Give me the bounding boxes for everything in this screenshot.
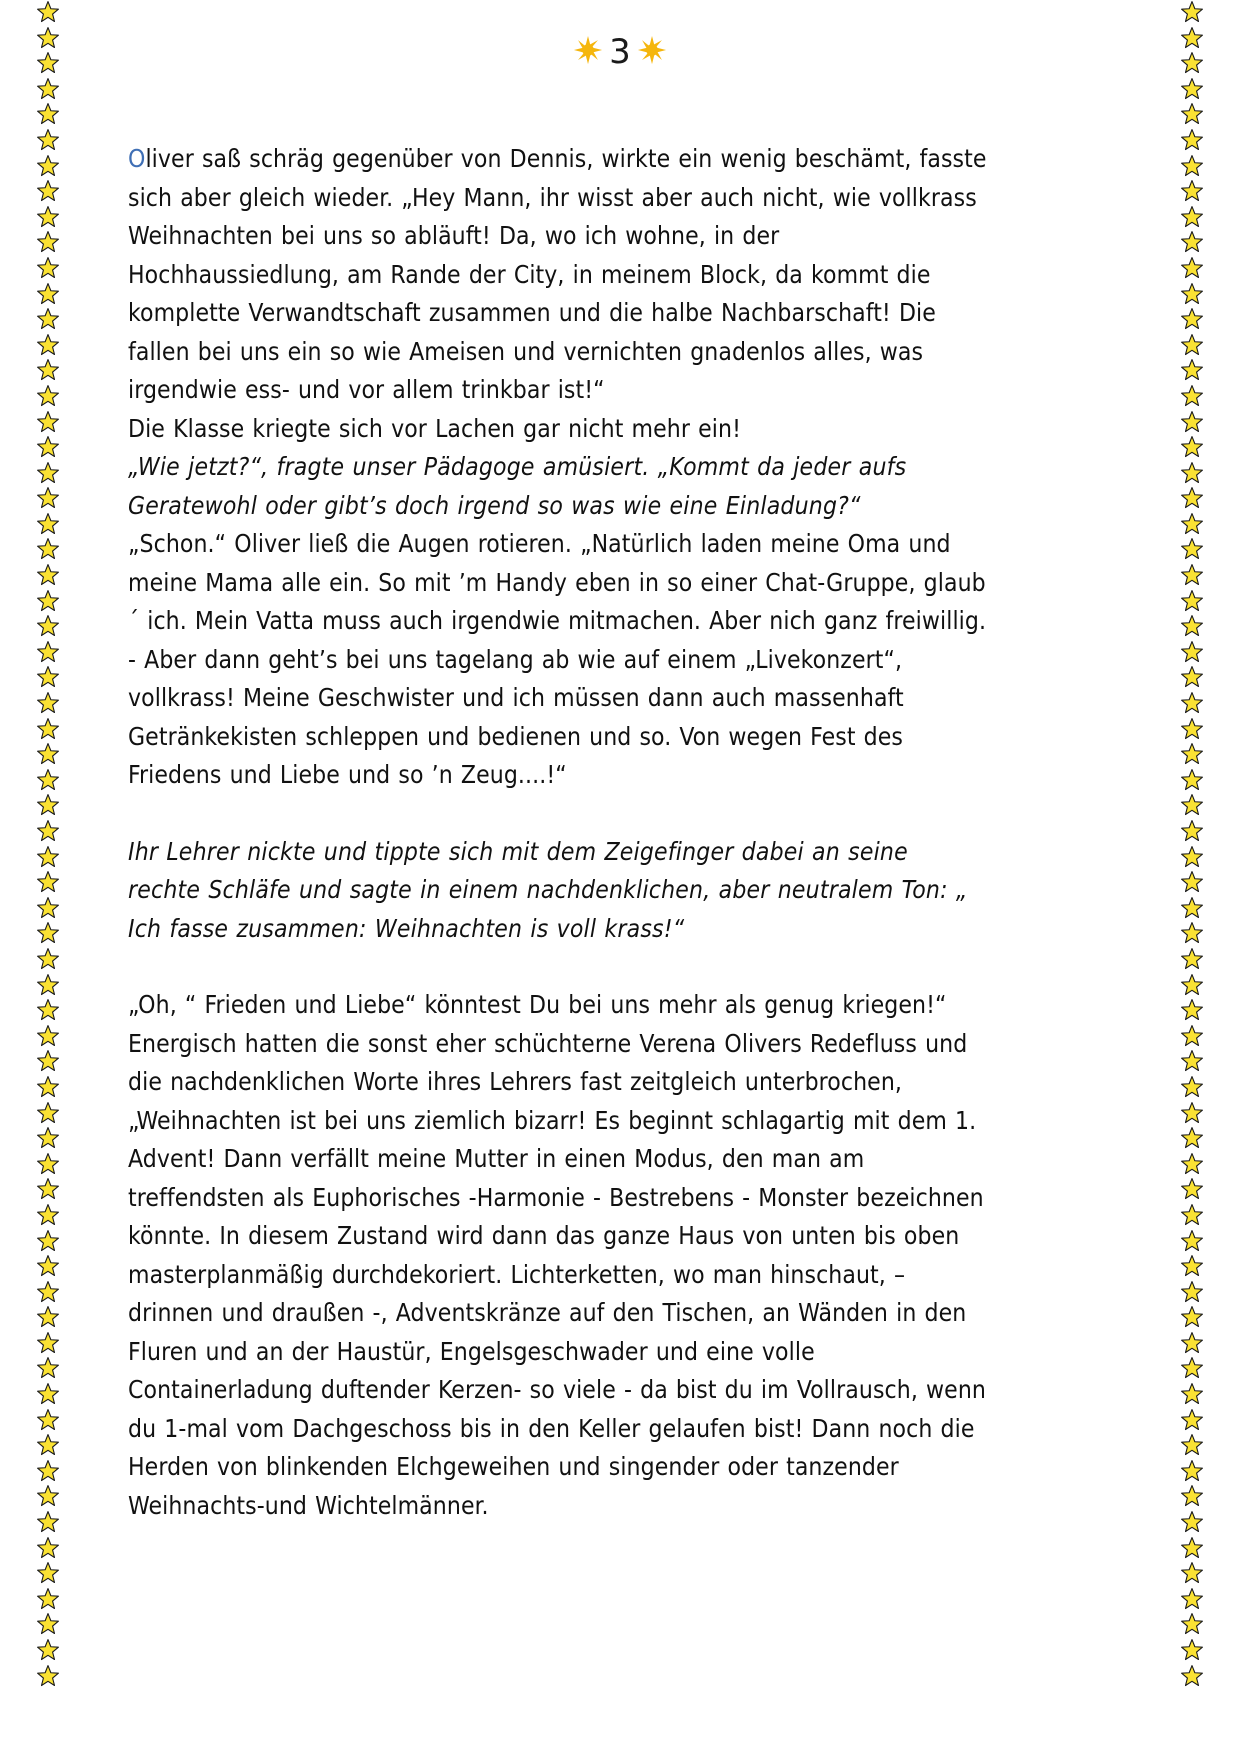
star-icon [36, 1561, 60, 1584]
star-icon [36, 793, 60, 816]
star-icon [1180, 1177, 1204, 1200]
paragraph-text: „Wie jetzt?“, fragte unser Pädagoge amüsiert. „Kommt da jeder aufs Geratewohl oder gibt’s doch irgend so was wie eine Einladung?“ [128, 452, 907, 520]
story-text-body [128, 140, 988, 1525]
star-icon [1180, 333, 1204, 356]
page-number: 3 [609, 32, 631, 72]
star-icon [36, 1664, 60, 1687]
star-icon [36, 1433, 60, 1456]
star-icon [1180, 691, 1204, 714]
star-icon [1180, 0, 1204, 23]
star-icon [1180, 384, 1204, 407]
star-icon [1180, 1049, 1204, 1072]
star-icon [1180, 1408, 1204, 1431]
star-icon [36, 921, 60, 944]
star-icon [1180, 793, 1204, 816]
star-icon [36, 333, 60, 356]
star-icon [1180, 1024, 1204, 1047]
star-icon [1180, 589, 1204, 612]
star-icon [36, 1484, 60, 1507]
star-icon [1180, 102, 1204, 125]
page-header [0, 24, 1240, 80]
star-icon [36, 128, 60, 151]
dropcap-letter: O [128, 144, 146, 173]
star-icon [1180, 1536, 1204, 1559]
star-icon [36, 973, 60, 996]
star-icon [1180, 870, 1204, 893]
star-icon [1180, 1612, 1204, 1635]
star-icon [36, 1305, 60, 1328]
star-icon [1180, 819, 1204, 842]
star-icon [36, 1331, 60, 1354]
star-icon [36, 461, 60, 484]
star-icon [1180, 1305, 1204, 1328]
story-paragraph-verena [128, 986, 988, 1525]
star-icon [1180, 512, 1204, 535]
star-icon [36, 1101, 60, 1124]
star-icon [1180, 1254, 1204, 1277]
story-paragraph-teacher-question [128, 448, 988, 525]
star-icon [1180, 179, 1204, 202]
star-icon [1180, 947, 1204, 970]
story-paragraph [128, 410, 988, 449]
star-icon [36, 154, 60, 177]
star-icon [36, 512, 60, 535]
star-icon [1180, 486, 1204, 509]
star-icon [36, 819, 60, 842]
star-icon [1180, 640, 1204, 663]
star-icon [1180, 845, 1204, 868]
star-icon [36, 486, 60, 509]
star-icon [36, 998, 60, 1021]
star-icon [36, 691, 60, 714]
star-icon [1180, 1459, 1204, 1482]
star-icon [36, 1459, 60, 1482]
star-icon [1180, 1484, 1204, 1507]
star-icon [36, 717, 60, 740]
star-icon [36, 742, 60, 765]
star-icon [1180, 1152, 1204, 1175]
star-icon [1180, 77, 1204, 100]
star-icon [1180, 205, 1204, 228]
star-icon [1180, 973, 1204, 996]
star-icon [1180, 461, 1204, 484]
star-icon [36, 307, 60, 330]
star-icon [1180, 1126, 1204, 1149]
paragraph-text: liver saß schräg gegenüber von Dennis, wirkte ein wenig beschämt, fasste sich aber gleich wieder. „Hey Mann, ihr wisst aber auch nicht, wie vollkrass Weihnachten bei uns so abläuft! Da, wo ich wohne, in der Hochhaussiedlung, am Rande der City, in meinem Block, da kommt die komplette Verwandtschaft zusammen und die halbe Nachbarschaft! Die fallen bei uns ein so wie Ameisen und vernichten gnadenlos alles, was irgendwie ess- und vor allem trinkbar ist!“ [128, 144, 987, 404]
star-icon [36, 1024, 60, 1047]
star-icon [1180, 717, 1204, 740]
star-icon [1180, 1229, 1204, 1252]
left-star-border [28, 0, 68, 1753]
star-icon [36, 77, 60, 100]
star-icon [36, 1203, 60, 1226]
star-icon [36, 1356, 60, 1379]
paragraph-text: „Oh, “ Frieden und Liebe“ könntest Du bei uns mehr als genug kriegen!“ Energisch hatten die sonst eher schüchterne Verena Olivers Redefluss und die nachdenklichen Worte ihres Lehrers fast zeitgleich unterbrochen, „Weihnachten ist bei uns ziemlich bizarr! Es beginnt schlagartig mit dem 1. Advent! Dann verfällt meine Mutter in einen Modus, den man am treffendsten als Euphorisches -Harmonie - Bestrebens - Monster bezeichnen könnte. In diesem Zustand wird dann das ganze Haus von unten bis oben masterplanmäßig durchdekoriert. Lichterketten, wo man hinschaut, – drinnen und draußen -, Adventskränze auf den Tischen, an Wänden in den Fluren und an der Haustür, Engelsgeschwader und eine volle Containerladung duftender Kerzen- so viele - da bist du im Vollrausch, wenn du 1-mal vom Dachgeschoss bis in den Keller gelaufen bist! Dann noch die Herden von blinkenden Elchgeweihen und singender oder tanzender Weihnachts-und Wichtelmänner. [128, 990, 986, 1520]
star-icon [1180, 307, 1204, 330]
star-icon [36, 1126, 60, 1149]
sunburst-star-icon-left [573, 35, 603, 69]
star-icon [1180, 1101, 1204, 1124]
star-icon [1180, 998, 1204, 1021]
story-paragraph-teacher-summary [128, 833, 988, 949]
star-icon [1180, 1638, 1204, 1661]
star-icon [36, 896, 60, 919]
star-icon [1180, 1433, 1204, 1456]
story-paragraph [128, 140, 988, 410]
star-icon [36, 384, 60, 407]
star-icon [36, 1408, 60, 1431]
star-icon [1180, 768, 1204, 791]
star-icon [36, 537, 60, 560]
star-icon [36, 947, 60, 970]
star-icon [36, 0, 60, 23]
star-icon [1180, 1280, 1204, 1303]
sunburst-star-icon-right [637, 35, 667, 69]
star-icon [1180, 256, 1204, 279]
star-icon [36, 205, 60, 228]
star-icon [1180, 742, 1204, 765]
star-icon [1180, 665, 1204, 688]
star-icon [36, 1382, 60, 1405]
star-icon [36, 1229, 60, 1252]
star-icon [36, 1612, 60, 1635]
star-icon [36, 1510, 60, 1533]
star-icon [36, 589, 60, 612]
star-icon [1180, 563, 1204, 586]
star-icon [1180, 1510, 1204, 1533]
star-icon [1180, 128, 1204, 151]
star-icon [1180, 410, 1204, 433]
star-icon [1180, 1561, 1204, 1584]
star-icon [1180, 358, 1204, 381]
star-icon [36, 563, 60, 586]
star-icon [1180, 1587, 1204, 1610]
star-icon [1180, 1356, 1204, 1379]
star-icon [36, 1587, 60, 1610]
star-icon [36, 845, 60, 868]
star-icon [36, 256, 60, 279]
story-paragraph [128, 525, 988, 795]
star-icon [1180, 896, 1204, 919]
star-icon [36, 1152, 60, 1175]
paragraph-text: Die Klasse kriegte sich vor Lachen gar nicht mehr ein! [128, 413, 742, 443]
star-icon [36, 1638, 60, 1661]
star-icon [36, 1536, 60, 1559]
star-icon [1180, 537, 1204, 560]
star-icon [36, 179, 60, 202]
star-icon [36, 282, 60, 305]
star-icon [1180, 1664, 1204, 1687]
star-icon [36, 230, 60, 253]
right-star-border [1172, 0, 1212, 1753]
star-icon [36, 1280, 60, 1303]
paragraph-text: Ihr Lehrer nickte und tippte sich mit dem Zeigefinger dabei an seine rechte Schläfe und sagte in einem nachdenklichen, aber neutralem Ton: „ Ich fasse zusammen: Weihnachten is voll krass!“ [128, 836, 968, 943]
star-icon [1180, 1331, 1204, 1354]
star-icon [36, 102, 60, 125]
star-icon [36, 358, 60, 381]
star-icon [1180, 1382, 1204, 1405]
star-icon [1180, 1203, 1204, 1226]
star-icon [36, 870, 60, 893]
star-icon [36, 1177, 60, 1200]
star-icon [36, 410, 60, 433]
star-icon [1180, 154, 1204, 177]
star-icon [1180, 1075, 1204, 1098]
star-icon [1180, 435, 1204, 458]
star-icon [36, 1075, 60, 1098]
star-icon [36, 614, 60, 637]
star-icon [1180, 230, 1204, 253]
star-icon [1180, 614, 1204, 637]
star-icon [1180, 282, 1204, 305]
paragraph-text: „Schon.“ Oliver ließ die Augen rotieren. „Natürlich laden meine Oma und meine Mama alle ein. So mit ’m Handy eben in so einer Chat-Gruppe, glaub´ ich. Mein Vatta muss auch irgendwie mitmachen. Aber nich ganz freiwillig. - Aber dann geht’s bei uns tagelang ab wie auf einem „Livekonzert“, vollkrass! Meine Geschwister und ich müssen dann auch massenhaft Getränkekisten schleppen und bedienen und so. Von wegen Fest des Friedens und Liebe und so ’n Zeug....!“ [128, 529, 987, 789]
star-icon [36, 640, 60, 663]
star-icon [36, 665, 60, 688]
star-icon [36, 1254, 60, 1277]
star-icon [36, 1049, 60, 1072]
star-icon [36, 435, 60, 458]
star-icon [1180, 921, 1204, 944]
star-icon [36, 768, 60, 791]
